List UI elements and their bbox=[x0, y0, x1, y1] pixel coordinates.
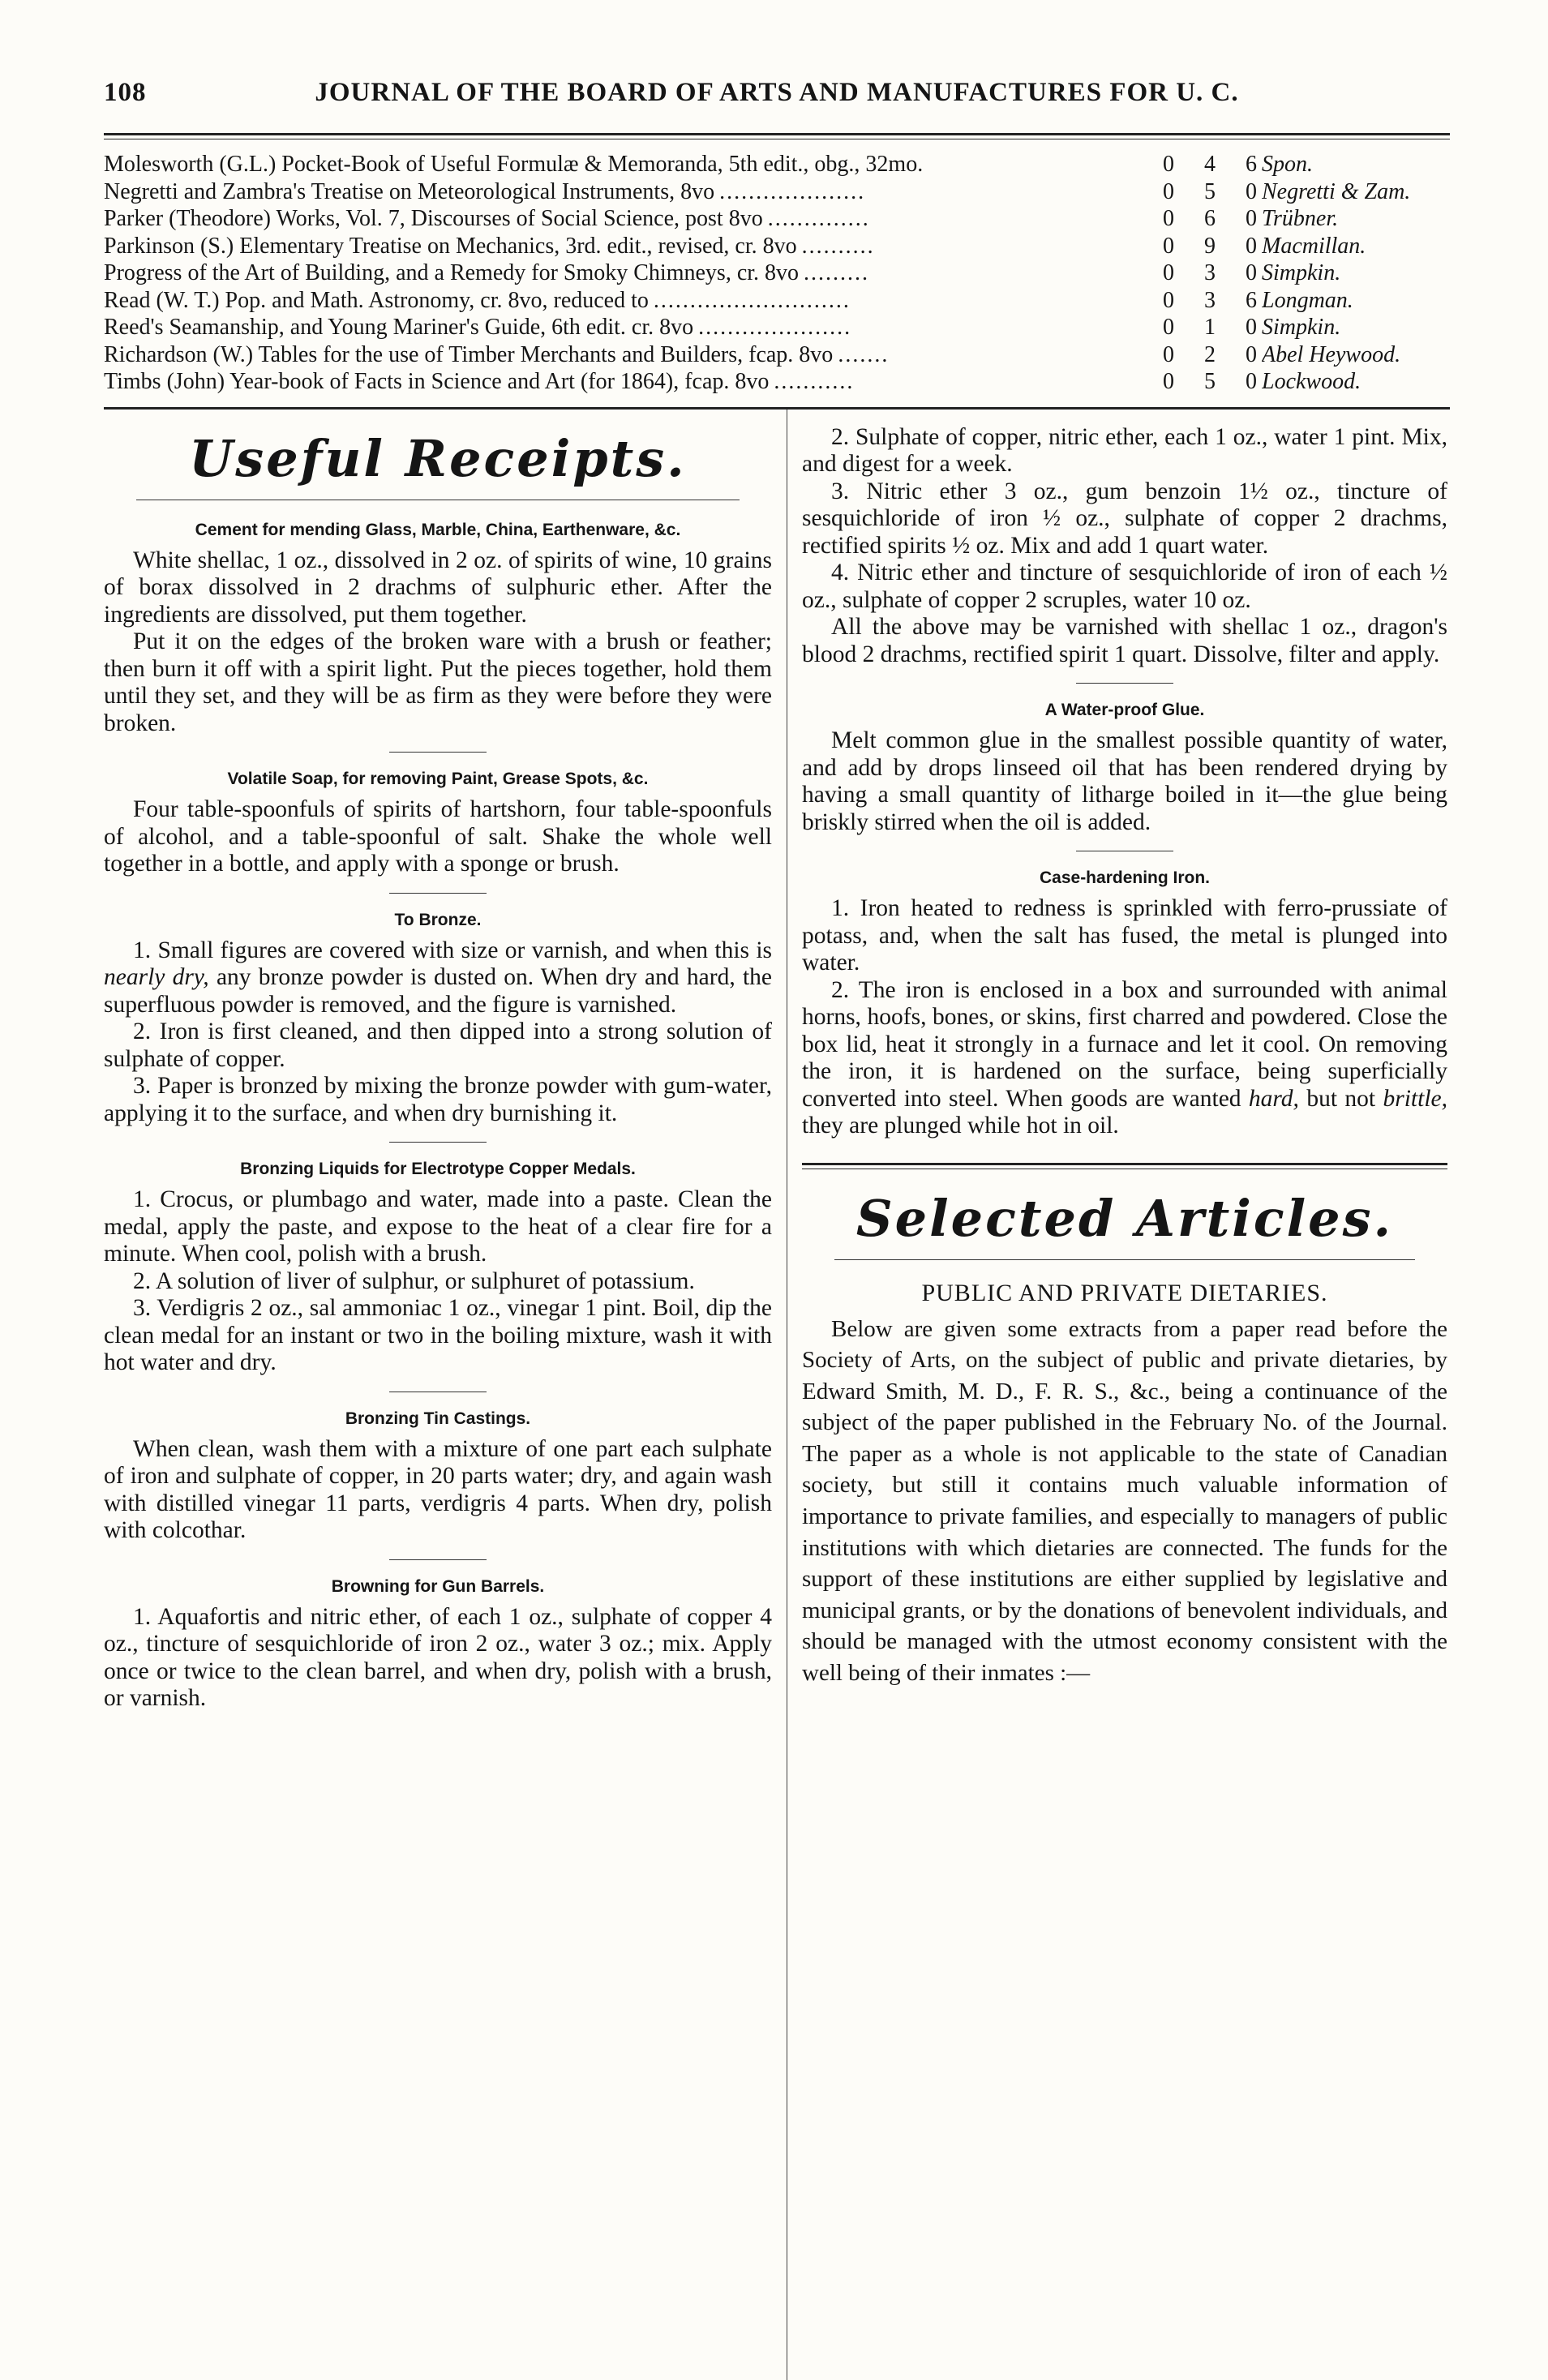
book-entry bbox=[104, 314, 1450, 341]
price-pence: 6 bbox=[1246, 152, 1257, 177]
right-column bbox=[787, 410, 1447, 2380]
price-pounds: 0 bbox=[1163, 152, 1174, 177]
book-title-text: Richardson (W.) Tables for the use of Timber Merchants and Builders, fcap. 8vo bbox=[104, 342, 838, 367]
book-publisher: Macmillan. bbox=[1262, 233, 1366, 259]
book-title bbox=[104, 287, 1158, 315]
book-title bbox=[104, 314, 1158, 341]
receipt-paragraph: Melt common glue in the smallest possible quantity of water, and add by drops linseed oil that has been rendered drying by having a small quantity of litharge boiled in it—the glue being briskly stirred when the oil is added. bbox=[802, 727, 1447, 835]
book-leader: ..................... bbox=[698, 315, 852, 340]
price-pounds: 0 bbox=[1163, 206, 1174, 231]
book-title bbox=[104, 259, 1158, 287]
book-entry bbox=[104, 287, 1450, 315]
price-pounds: 0 bbox=[1163, 260, 1174, 285]
book-leader: .............. bbox=[767, 206, 870, 231]
left-column bbox=[104, 410, 787, 2380]
two-column-body bbox=[104, 410, 1450, 2380]
receipt-paragraph: 4. Nitric ether and tincture of sesquichloride of iron of each ½ oz., sulphate of copper 2 scruples, water 10 oz. bbox=[802, 560, 1447, 613]
price-pounds: 0 bbox=[1163, 341, 1174, 367]
divider bbox=[1076, 683, 1173, 684]
receipt-paragraph: 3. Nitric ether 3 oz., gum benzoin 1½ oz., tincture of sesquichloride of iron ½ oz., sulphate of copper 2 drachms, rectified spirits ½ oz. Mix and add 1 quart water. bbox=[802, 478, 1447, 559]
book-publisher: Simpkin. bbox=[1262, 315, 1341, 340]
price-pounds: 0 bbox=[1163, 315, 1174, 340]
receipt-paragraph: 3. Verdigris 2 oz., sal ammoniac 1 oz., vinegar 1 pint. Boil, dip the clean medal for an instant or two in the boiling mixture, wash it with hot water and dry. bbox=[104, 1295, 772, 1375]
book-publisher: Negretti & Zam. bbox=[1262, 178, 1411, 204]
book-title-text: Reed's Seamanship, and Young Mariner's Guide, 6th edit. cr. 8vo bbox=[104, 315, 698, 340]
text-run: 2. The iron is enclosed in a box and surrounded with animal horns, hoofs, bones, or skins, first charred and powdered. Close the box lid, heat it strongly in a furnace and let it cool. On removing the iron, it is hardened on the surface, being superficially converted into steel. When goods are wanted bbox=[802, 976, 1447, 1112]
book-publisher: Longman. bbox=[1262, 287, 1353, 313]
book-entry bbox=[104, 368, 1450, 396]
book-leader: ......... bbox=[804, 260, 870, 285]
receipt-heading-to-bronze: To Bronze. bbox=[394, 910, 482, 929]
price-shillings: 6 bbox=[1204, 206, 1216, 231]
book-entry bbox=[104, 341, 1450, 369]
text-run: 1. Small figures are covered with size or varnish, and when this is bbox=[133, 937, 772, 963]
receipt-paragraph: 1. Crocus, or plumbago and water, made into a paste. Clean the medal, apply the paste, and expose to the heat of a clear fire for a minute. When cool, polish with a brush. bbox=[104, 1186, 772, 1267]
price-pounds: 0 bbox=[1163, 287, 1174, 313]
receipt-paragraph: Put it on the edges of the broken ware with a brush or feather; then burn it off with a spirit light. Put the pieces together, hold them until they set, and they will be as firm as they were before they were broken. bbox=[104, 628, 772, 736]
page bbox=[104, 78, 1450, 2380]
emphasis-text: nearly dry, bbox=[104, 964, 209, 990]
book-title-text: Parker (Theodore) Works, Vol. 7, Discourses of Social Science, post 8vo bbox=[104, 206, 768, 231]
book-leader: .......... bbox=[801, 233, 875, 259]
price-pence: 0 bbox=[1246, 260, 1257, 285]
receipt-paragraph: 1. Iron heated to redness is sprinkled with ferro-prussiate of potass, and, when the salt has fused, the metal is plunged into water. bbox=[802, 895, 1447, 976]
text-run: they are plunged while hot in oil. bbox=[802, 1113, 1119, 1139]
book-price bbox=[1158, 151, 1262, 178]
book-title-text: Timbs (John) Year-book of Facts in Science and Art (for 1864), fcap. 8vo bbox=[104, 369, 774, 394]
text-run: but not bbox=[1298, 1085, 1383, 1112]
book-publisher: Lockwood. bbox=[1262, 369, 1361, 394]
price-shillings: 5 bbox=[1204, 369, 1216, 394]
article-title: PUBLIC AND PRIVATE DIETARIES. bbox=[921, 1279, 1328, 1306]
receipt-paragraph: When clean, wash them with a mixture of one part each sulphate of iron and sulphate of copper, in 20 parts water; dry, and again wash with distilled vinegar 11 parts, verdigris 4 parts. When dry, polish with colcothar. bbox=[104, 1435, 772, 1543]
book-entry bbox=[104, 178, 1450, 206]
receipt-heading-bronzing-liquids: Bronzing Liquids for Electrotype Copper Medals. bbox=[240, 1160, 636, 1178]
book-price bbox=[1158, 314, 1262, 341]
receipt-paragraph: Four table-spoonfuls of spirits of hartshorn, four table-spoonfuls of alcohol, and a table-spoonful of salt. Shake the whole well together in a bottle, and apply with a sponge or brush. bbox=[104, 796, 772, 877]
book-title bbox=[104, 233, 1158, 260]
price-pence: 0 bbox=[1246, 178, 1257, 204]
book-leader: ........... bbox=[774, 369, 855, 394]
book-title-text: Molesworth (G.L.) Pocket-Book of Useful Formulæ & Memoranda, 5th edit., obg., 32mo. bbox=[104, 152, 928, 177]
page-number: 108 bbox=[104, 78, 147, 107]
book-entry bbox=[104, 233, 1450, 260]
receipt-paragraph: 1. Aquafortis and nitric ether, of each 1 oz., sulphate of copper 4 oz., tincture of sesquichloride of iron 2 oz., water 3 oz.; mix. Apply once or twice to the clean barrel, and when dry, polish with a brush, or varnish. bbox=[104, 1603, 772, 1711]
divider bbox=[389, 893, 487, 894]
price-pounds: 0 bbox=[1163, 178, 1174, 204]
price-shillings: 3 bbox=[1204, 260, 1216, 285]
book-title bbox=[104, 151, 1158, 178]
book-price bbox=[1158, 178, 1262, 206]
book-leader: .................... bbox=[719, 178, 866, 204]
price-pence: 0 bbox=[1246, 206, 1257, 231]
book-title-text: Progress of the Art of Building, and a Remedy for Smoky Chimneys, cr. 8vo bbox=[104, 260, 804, 285]
emphasis-text: brittle, bbox=[1383, 1085, 1447, 1112]
price-shillings: 5 bbox=[1204, 178, 1216, 204]
price-pence: 0 bbox=[1246, 341, 1257, 367]
receipt-paragraph bbox=[104, 937, 772, 1019]
price-shillings: 2 bbox=[1204, 341, 1216, 367]
book-title-text: Read (W. T.) Pop. and Math. Astronomy, cr. 8vo, reduced to bbox=[104, 288, 654, 313]
book-entry bbox=[104, 151, 1450, 178]
article-paragraph: Below are given some extracts from a paper read before the Society of Arts, on the subject of public and private dietaries, by Edward Smith, M. D., F. R. S., &c., being a continuance of the subject of the paper published in the February No. of the Journal. The paper as a whole is not applicable to the state of Canadian society, but still it contains much valuable information of importance to private families, and especially to managers of public institutions with which dietaries are connected. The funds for the support of these institutions are either supplied by legislative and municipal grants, or by the donations of benevolent individuals, and should be managed with the utmost economy consistent with the well being of their inmates :— bbox=[802, 1315, 1447, 1687]
book-entry bbox=[104, 259, 1450, 287]
receipt-paragraph: White shellac, 1 oz., dissolved in 2 oz. of spirits of wine, 10 grains of borax dissolved in 2 drachms of sulphuric ether. After the ingredients are dissolved, put them together. bbox=[104, 547, 772, 628]
book-price bbox=[1158, 341, 1262, 369]
text-run: any bronze powder is dusted on. When dry and hard, the superfluous powder is removed, and the figure is varnished. bbox=[104, 964, 772, 1018]
header-rule bbox=[104, 133, 1450, 139]
book-price bbox=[1158, 287, 1262, 315]
price-pence: 0 bbox=[1246, 315, 1257, 340]
section-title-selected-articles: Selected Articles. bbox=[855, 1188, 1394, 1248]
price-shillings: 4 bbox=[1204, 152, 1216, 177]
price-pence: 0 bbox=[1246, 233, 1257, 259]
book-publisher: Simpkin. bbox=[1262, 260, 1341, 285]
journal-title: JOURNAL OF THE BOARD OF ARTS AND MANUFACTURES FOR U. C. bbox=[315, 78, 1239, 107]
receipt-heading-volatile-soap: Volatile Soap, for removing Paint, Grease Spots, &c. bbox=[227, 770, 649, 788]
receipt-paragraph: 2. Iron is first cleaned, and then dipped into a strong solution of sulphate of copper. bbox=[104, 1018, 772, 1072]
divider bbox=[389, 1142, 487, 1143]
running-head bbox=[104, 78, 1450, 123]
book-title bbox=[104, 368, 1158, 396]
receipt-paragraph: 2. A solution of liver of sulphur, or sulphuret of potassium. bbox=[133, 1267, 695, 1294]
price-pounds: 0 bbox=[1163, 233, 1174, 259]
receipt-heading-waterproof-glue: A Water-proof Glue. bbox=[1044, 701, 1205, 719]
book-publisher: Abel Heywood. bbox=[1262, 341, 1401, 367]
receipt-paragraph bbox=[802, 977, 1447, 1140]
receipt-paragraph: 3. Paper is bronzed by mixing the bronze powder with gum-water, applying it to the surface, and when dry burnishing it. bbox=[104, 1073, 772, 1126]
price-shillings: 1 bbox=[1204, 315, 1216, 340]
book-price bbox=[1158, 368, 1262, 396]
price-shillings: 3 bbox=[1204, 287, 1216, 313]
price-pounds: 0 bbox=[1163, 369, 1174, 394]
book-publisher: Trübner. bbox=[1262, 206, 1339, 231]
book-price bbox=[1158, 205, 1262, 233]
price-pence: 6 bbox=[1246, 287, 1257, 313]
receipt-paragraph: 2. Sulphate of copper, nitric ether, each 1 oz., water 1 pint. Mix, and digest for a week. bbox=[802, 423, 1447, 477]
price-pence: 0 bbox=[1246, 369, 1257, 394]
book-price bbox=[1158, 233, 1262, 260]
book-title bbox=[104, 341, 1158, 369]
receipt-heading-case-hardening: Case-hardening Iron. bbox=[1039, 868, 1211, 887]
book-title-text: Negretti and Zambra's Treatise on Meteorological Instruments, 8vo bbox=[104, 179, 719, 204]
receipt-heading-bronzing-tin: Bronzing Tin Castings. bbox=[345, 1409, 531, 1428]
receipt-heading-cement: Cement for mending Glass, Marble, China, Earthenware, &c. bbox=[195, 520, 681, 539]
book-publisher: Spon. bbox=[1262, 152, 1313, 177]
emphasis-text: hard, bbox=[1248, 1085, 1299, 1112]
divider bbox=[389, 752, 487, 753]
book-leader: ........................... bbox=[653, 287, 851, 313]
book-title bbox=[104, 178, 1158, 206]
book-title bbox=[104, 205, 1158, 233]
receipt-heading-gun-barrels: Browning for Gun Barrels. bbox=[331, 1576, 545, 1596]
divider bbox=[834, 1259, 1415, 1260]
section-rule bbox=[802, 1163, 1447, 1169]
book-list bbox=[104, 151, 1450, 396]
price-shillings: 9 bbox=[1204, 233, 1216, 259]
book-entry bbox=[104, 205, 1450, 233]
book-leader: ....... bbox=[838, 341, 890, 367]
book-title-text: Parkinson (S.) Elementary Treatise on Mechanics, 3rd. edit., revised, cr. 8vo bbox=[104, 234, 802, 259]
book-price bbox=[1158, 259, 1262, 287]
receipt-paragraph: All the above may be varnished with shellac 1 oz., dragon's blood 2 drachms, rectified spirit 1 quart. Dissolve, filter and apply. bbox=[802, 614, 1447, 667]
divider bbox=[389, 1559, 487, 1560]
section-title-useful-receipts: Useful Receipts. bbox=[189, 428, 687, 488]
